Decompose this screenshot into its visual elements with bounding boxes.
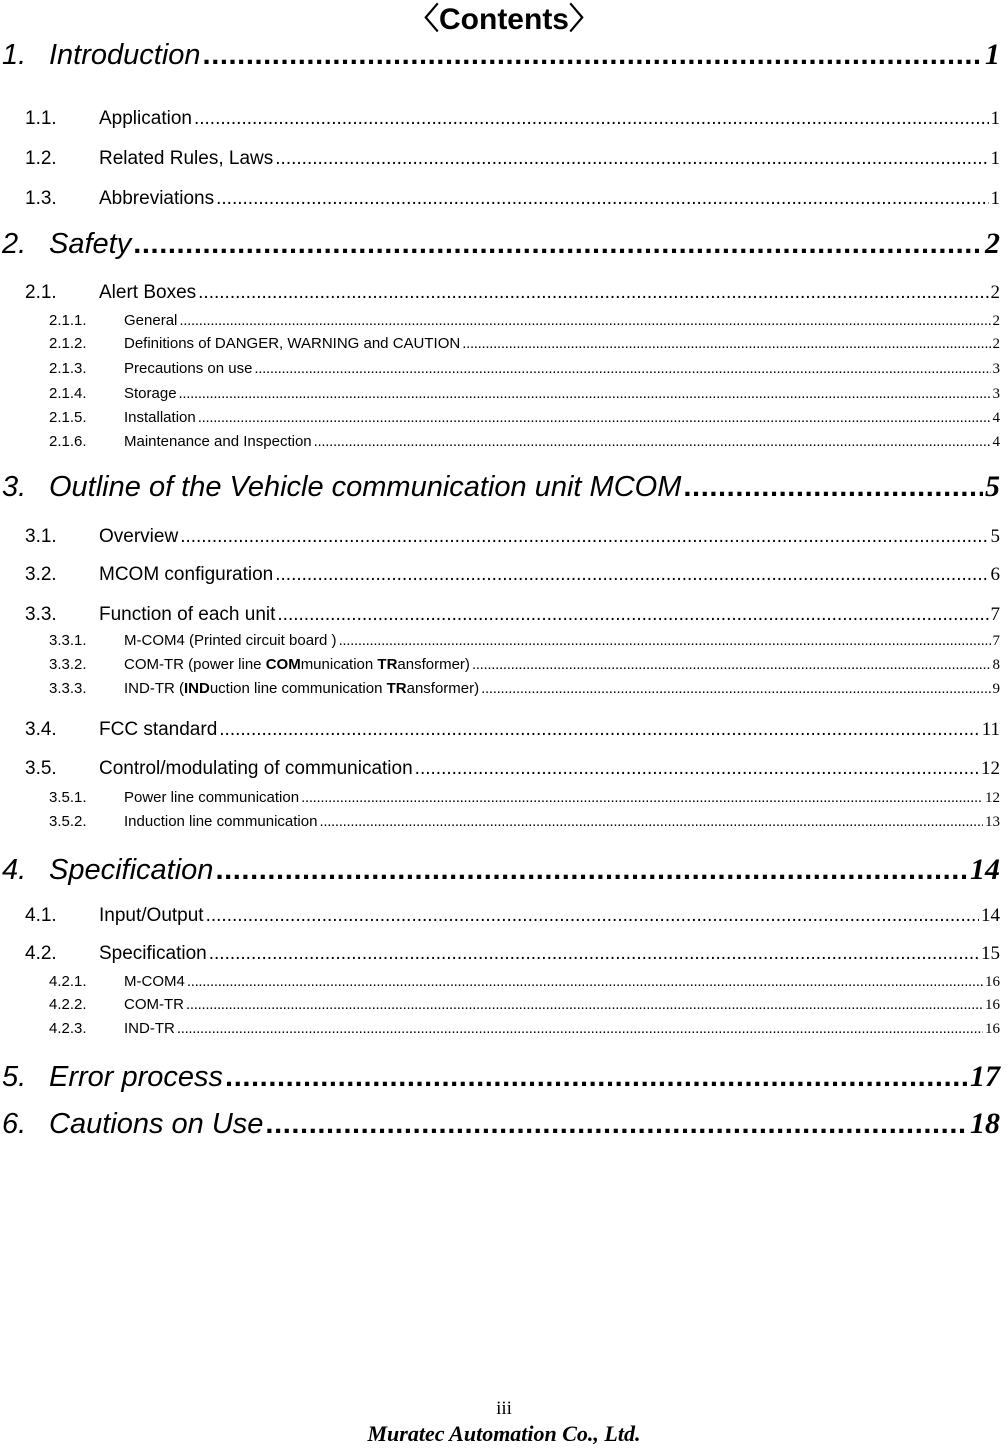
toc-entry-level2[interactable] xyxy=(25,108,1000,136)
toc-entry-number: 1.1. xyxy=(25,108,57,129)
toc-entry-page: 18 xyxy=(970,1107,1000,1140)
toc-entry-title-part: M-COM4 (Printed circuit board ) xyxy=(124,632,337,649)
toc-dot-leader xyxy=(186,996,983,1013)
toc-entry-title xyxy=(124,409,196,426)
toc-entry-number: 2. xyxy=(2,228,27,260)
toc-entry-title xyxy=(99,719,217,741)
toc-entry-title-part: COM xyxy=(265,656,301,673)
toc-entry-level3[interactable] xyxy=(49,409,1000,430)
toc-dot-leader xyxy=(339,632,991,649)
toc-entry-title-part: Specification xyxy=(49,854,214,886)
toc-entry-title xyxy=(99,604,275,626)
toc-entry-title xyxy=(49,1108,263,1141)
toc-entry-title-part: Introduction xyxy=(49,39,201,71)
toc-entry-title-part: Alert Boxes xyxy=(99,282,197,303)
toc-dot-leader xyxy=(215,854,968,887)
toc-entry-number: 4.2.3. xyxy=(49,1020,87,1037)
toc-entry-title xyxy=(124,680,479,697)
toc-entry-level2[interactable] xyxy=(25,719,1000,747)
toc-entry-title-part: M-COM4 xyxy=(124,973,185,990)
toc-dot-leader xyxy=(277,604,988,626)
toc-entry-title xyxy=(124,335,460,352)
toc-entry-title xyxy=(99,564,273,586)
toc-entry-title-part: TR xyxy=(386,680,407,697)
toc-entry-level2[interactable] xyxy=(25,905,1000,933)
toc-entry-number: 2.1.4. xyxy=(49,385,87,402)
toc-entry-level2[interactable] xyxy=(25,604,1000,632)
toc-entry-title xyxy=(124,656,470,673)
toc-entry-level3[interactable] xyxy=(49,385,1000,406)
toc-entry-number: 1.3. xyxy=(25,188,57,209)
toc-entry-number: 1.2. xyxy=(25,148,57,169)
toc-entry-page: 12 xyxy=(981,758,1000,779)
toc-entry-level3[interactable] xyxy=(49,680,1000,701)
toc-entry-title xyxy=(99,108,192,130)
toc-entry-title-part: Induction line communication xyxy=(124,813,318,830)
toc-entry-title-part: General xyxy=(124,312,178,329)
toc-entry-page: 1 xyxy=(990,188,1000,209)
toc-entry-page: 6 xyxy=(990,564,1000,585)
toc-entry-page: 16 xyxy=(985,974,1000,990)
toc-entry-page: 1 xyxy=(990,148,1000,169)
toc-entry-page: 7 xyxy=(990,604,1000,625)
toc-dot-leader xyxy=(219,719,979,741)
toc-entry-title xyxy=(124,996,184,1013)
toc-entry-level3[interactable] xyxy=(49,335,1000,356)
toc-entry-page: 17 xyxy=(970,1060,1000,1093)
toc-entry-title xyxy=(124,632,337,649)
toc-entry-title-part: Safety xyxy=(49,228,132,260)
toc-entry-level2[interactable] xyxy=(25,282,1000,310)
toc-entry-page: 14 xyxy=(981,905,1000,926)
toc-dot-leader xyxy=(319,813,983,830)
toc-entry-title-part: IND-TR xyxy=(124,1020,175,1037)
toc-entry-title xyxy=(124,360,252,377)
toc-entry-number: 3. xyxy=(2,471,27,503)
toc-entry-title-part: COM-TR (power line xyxy=(124,656,266,673)
toc-entry-level3[interactable] xyxy=(49,433,1000,454)
toc-entry-number: 3.3.3. xyxy=(49,680,87,697)
toc-entry-level1[interactable] xyxy=(2,38,1000,82)
toc-dot-leader xyxy=(275,564,988,586)
toc-entry-title-part: Abbreviations xyxy=(99,188,215,209)
toc-entry-page: 2 xyxy=(992,336,1000,352)
toc-entry-title xyxy=(99,943,207,965)
toc-entry-page: 7 xyxy=(992,633,1000,649)
toc-entry-number: 5. xyxy=(2,1061,27,1093)
toc-entry-page: 1 xyxy=(985,38,1000,71)
toc-entry-level3[interactable] xyxy=(49,632,1000,653)
toc-entry-page: 4 xyxy=(992,410,1000,426)
toc-entry-title-part: Storage xyxy=(124,385,177,402)
toc-entry-title-part: FCC standard xyxy=(99,719,218,740)
toc-entry-title-part: ansformer) xyxy=(397,656,470,673)
toc-entry-number: 2.1.3. xyxy=(49,360,87,377)
toc-entry-number: 2.1. xyxy=(25,282,57,303)
toc-entry-number: 4.2.1. xyxy=(49,973,87,990)
toc-entry-title-part: Precautions on use xyxy=(124,360,253,377)
toc-entry-title xyxy=(99,148,273,170)
toc-entry-title-part: Cautions on Use xyxy=(49,1108,264,1140)
toc-entry-number: 4.1. xyxy=(25,905,57,926)
toc-dot-leader xyxy=(133,228,983,261)
toc-entry-page: 8 xyxy=(992,657,1000,673)
toc-entry-page: 3 xyxy=(992,386,1000,402)
toc-entry-level2[interactable] xyxy=(25,526,1000,554)
toc-entry-number: 3.4. xyxy=(25,719,57,740)
toc-entry-number: 2.1.1. xyxy=(49,312,87,329)
toc-entry-title xyxy=(124,813,317,830)
toc-entry-title-part: MCOM configuration xyxy=(99,564,274,585)
toc-entry-title xyxy=(99,758,413,780)
toc-entry-level1[interactable] xyxy=(2,1060,1000,1104)
toc-entry-number: 3.5.2. xyxy=(49,813,87,830)
toc-entry-title-part: Maintenance and Inspection xyxy=(124,433,312,450)
toc-entry-number: 4.2.2. xyxy=(49,996,87,1013)
toc-entry-page: 16 xyxy=(985,1021,1000,1037)
toc-entry-page: 11 xyxy=(981,719,1000,740)
toc-dot-leader xyxy=(301,789,983,806)
toc-entry-number: 2.1.6. xyxy=(49,433,87,450)
page-number: iii xyxy=(496,1398,512,1419)
toc-entry-title xyxy=(49,228,131,261)
toc-entry-title-part: Application xyxy=(99,108,192,129)
toc-entry-level2[interactable] xyxy=(25,943,1000,971)
toc-entry-level3[interactable] xyxy=(49,656,1000,677)
toc-entry-title xyxy=(124,385,177,402)
toc-dot-leader xyxy=(275,148,988,170)
toc-entry-level3[interactable] xyxy=(49,789,1000,810)
toc-dot-leader xyxy=(187,973,983,990)
toc-entry-title-part: Installation xyxy=(124,409,196,426)
toc-dot-leader xyxy=(180,526,988,548)
company-name: Muratec Automation Co., Ltd. xyxy=(367,1421,641,1446)
toc-dot-leader xyxy=(209,943,979,965)
toc-entry-level3[interactable] xyxy=(49,1020,1000,1041)
toc-entry-title xyxy=(124,312,177,329)
toc-entry-number: 2.1.5. xyxy=(49,409,87,426)
toc-entry-level2[interactable] xyxy=(25,188,1000,216)
toc-dot-leader xyxy=(179,385,991,402)
toc-entry-level1[interactable] xyxy=(2,227,1000,271)
toc-entry-title-part: TR xyxy=(377,656,398,673)
toc-entry-page: 4 xyxy=(992,434,1000,450)
toc-entry-level2[interactable] xyxy=(25,564,1000,592)
toc-entry-number: 3.5. xyxy=(25,758,57,779)
toc-entry-title-part: Specification xyxy=(99,943,207,964)
toc-entry-title xyxy=(99,282,196,304)
toc-entry-page: 2 xyxy=(990,282,1000,303)
toc-entry-title-part: ansformer) xyxy=(406,680,480,697)
toc-entry-level2[interactable] xyxy=(25,758,1000,786)
toc-entry-page: 16 xyxy=(985,997,1000,1013)
toc-entry-page: 13 xyxy=(985,814,1000,830)
toc-entry-page: 3 xyxy=(992,361,1000,377)
toc-dot-leader xyxy=(216,188,988,210)
toc-entry-title-part: Power line communication xyxy=(124,789,300,806)
toc-entry-number: 3.3.1. xyxy=(49,632,87,649)
toc-entry-title-part: Overview xyxy=(99,526,179,547)
toc-entry-number: 3.2. xyxy=(25,564,57,585)
toc-entry-level3[interactable] xyxy=(49,360,1000,381)
toc-dot-leader xyxy=(462,335,990,352)
toc-entry-level3[interactable] xyxy=(49,973,1000,994)
toc-entry-page: 15 xyxy=(981,943,1000,964)
toc-entry-number: 4.2. xyxy=(25,943,57,964)
toc-dot-leader xyxy=(206,905,979,927)
toc-entry-page: 2 xyxy=(985,227,1000,260)
toc-dot-leader xyxy=(472,656,991,673)
toc-entry-page: 9 xyxy=(992,681,1000,697)
toc-entry-title-part: uction line communication xyxy=(209,680,387,697)
toc-entry-number: 6. xyxy=(2,1108,27,1140)
toc-entry-title xyxy=(49,1061,223,1094)
toc-entry-title-part: Related Rules, Laws xyxy=(99,148,274,169)
toc-entry-level3[interactable] xyxy=(49,996,1000,1017)
toc-dot-leader xyxy=(314,433,991,450)
toc-dot-leader xyxy=(198,282,988,304)
toc-dot-leader xyxy=(179,312,990,329)
toc-entry-level1[interactable] xyxy=(2,470,1000,514)
toc-dot-leader xyxy=(254,360,990,377)
toc-entry-title-part: IND-TR ( xyxy=(124,680,184,697)
toc-entry-title-part: Error process xyxy=(49,1061,224,1093)
toc-entry-title-part: Control/modulating of communication xyxy=(99,758,413,779)
toc-entry-title xyxy=(49,471,681,504)
toc-entry-title-part: Outline of the Vehicle communication unit MCOM xyxy=(49,471,682,503)
contents-title: 〈Contents〉 xyxy=(409,3,599,36)
toc-entry-title xyxy=(99,526,178,548)
toc-dot-leader xyxy=(225,1061,968,1094)
toc-dot-leader xyxy=(265,1108,968,1141)
toc-dot-leader xyxy=(415,758,979,780)
toc-entry-title-part: IND xyxy=(184,680,210,697)
toc-dot-leader xyxy=(203,39,983,72)
toc-entry-level1[interactable] xyxy=(2,853,1000,897)
toc-entry-title xyxy=(124,1020,175,1037)
toc-entry-title xyxy=(124,789,299,806)
toc-entry-title xyxy=(124,973,185,990)
toc-entry-title-part: Definitions of DANGER, WARNING and CAUTION xyxy=(124,335,461,352)
toc-entry-title-part: COM-TR xyxy=(124,996,184,1013)
toc-entry-level1[interactable] xyxy=(2,1107,1000,1151)
toc-entry-title xyxy=(99,188,214,210)
toc-entry-page: 2 xyxy=(992,313,1000,329)
toc-entry-level2[interactable] xyxy=(25,148,1000,176)
toc-entry-title xyxy=(124,433,312,450)
toc-entry-number: 3.3.2. xyxy=(49,656,87,673)
toc-entry-number: 3.5.1. xyxy=(49,789,87,806)
toc-entry-title-part: Function of each unit xyxy=(99,604,276,625)
toc-dot-leader xyxy=(683,471,983,504)
toc-entry-title-part: munication xyxy=(300,656,378,673)
toc-entry-number: 3.3. xyxy=(25,604,57,625)
toc-dot-leader xyxy=(177,1020,983,1037)
toc-entry-page: 5 xyxy=(985,470,1000,503)
toc-dot-leader xyxy=(481,680,990,697)
toc-entry-number: 3.1. xyxy=(25,526,57,547)
toc-entry-level3[interactable] xyxy=(49,312,1000,333)
toc-entry-page: 12 xyxy=(985,790,1000,806)
toc-dot-leader xyxy=(198,409,991,426)
toc-entry-title-part: Input/Output xyxy=(99,905,204,926)
toc-entry-number: 4. xyxy=(2,854,27,886)
toc-entry-page: 1 xyxy=(990,108,1000,129)
toc-entry-title xyxy=(49,39,201,72)
toc-entry-page: 14 xyxy=(970,853,1000,886)
toc-dot-leader xyxy=(194,108,989,130)
toc-entry-page: 5 xyxy=(990,526,1000,547)
toc-entry-level3[interactable] xyxy=(49,813,1000,834)
toc-entry-number: 1. xyxy=(2,39,27,71)
toc-entry-title xyxy=(99,905,204,927)
toc-entry-number: 2.1.2. xyxy=(49,335,87,352)
toc-entry-title xyxy=(49,854,213,887)
